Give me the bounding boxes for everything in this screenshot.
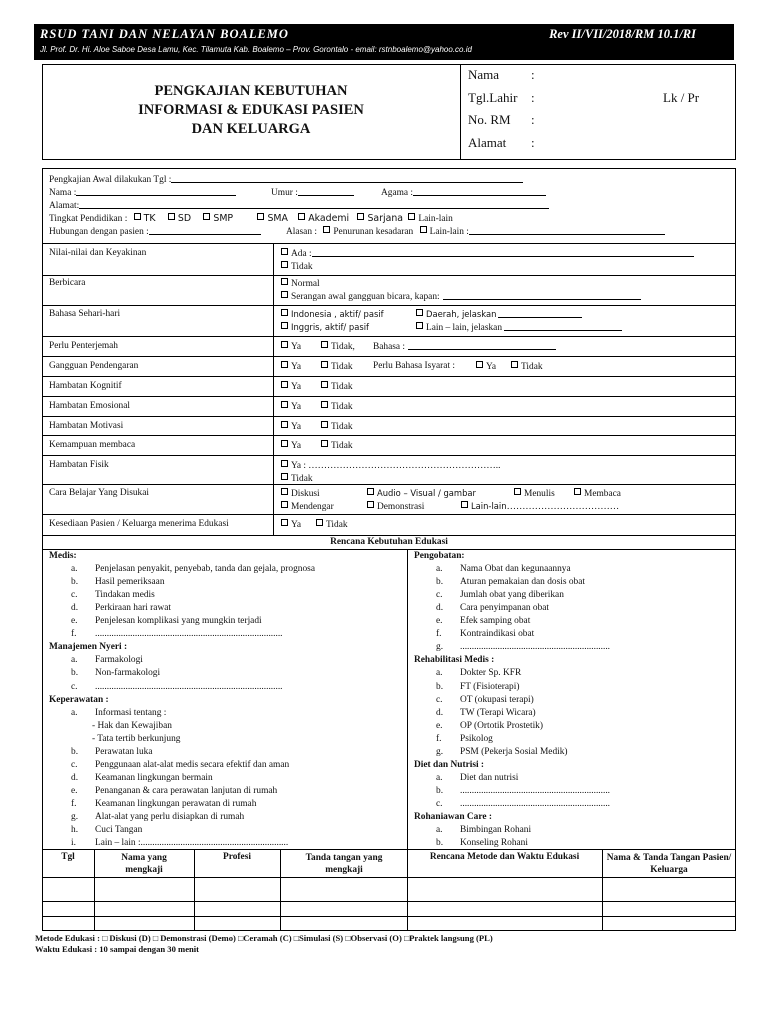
left-item-key: a.	[71, 707, 78, 718]
left-item-key: f.	[71, 798, 77, 809]
right-list-item[interactable]: Cara penyimpanan obat	[460, 603, 550, 614]
th-tanda-tangan: Tanda tangan yang mengkaji	[305, 853, 383, 875]
left-list-item[interactable]: Farmakologi	[95, 655, 143, 666]
left-list-item[interactable]: Penjelasan penyakit, penyebab, tanda dan gejala, prognosa	[95, 564, 315, 575]
kognitif-tidak[interactable]: Tidak	[321, 381, 353, 392]
emosional-tidak[interactable]: Tidak	[321, 401, 353, 412]
kesediaan-tidak[interactable]: Tidak	[316, 519, 348, 530]
hospital-header	[34, 24, 734, 60]
left-list-item[interactable]: ................................................................................	[95, 681, 283, 692]
footer-metode: Metode Edukasi : □ Diskusi (D) □ Demonstrasi (Demo) □Ceramah (C) □Simulasi (S) □Observasi (O) □Praktek langsung (PL)	[35, 933, 493, 943]
th-pasien: Nama & Tanda Tangan Pasien/ Keluarga	[606, 853, 732, 875]
id-alamat: Alamat	[468, 135, 507, 150]
right-list-item[interactable]: Kontraindikasi obat	[460, 629, 535, 640]
left-list-item[interactable]: Cuci Tangan	[95, 825, 143, 836]
right-list-item[interactable]: Psikolog	[460, 733, 493, 744]
berbicara-normal[interactable]: Normal	[281, 278, 320, 289]
label-berbicara: Berbicara	[49, 278, 86, 288]
left-list-item[interactable]: Keamanan lingkungan perawatan di rumah	[95, 798, 257, 809]
right-item-key: f.	[436, 629, 442, 640]
membaca-tidak[interactable]: Tidak	[321, 440, 353, 451]
right-list-item[interactable]: Dokter Sp. KFR	[460, 668, 522, 679]
label-nilai: Nilai-nilai dan Keyakinan	[49, 248, 147, 258]
left-item-key: e.	[71, 785, 78, 796]
opt-penurunan[interactable]: Penurunan kesadaran	[323, 227, 413, 237]
id-tgl-lahir: Tgl.Lahir	[468, 90, 518, 105]
belajar-lain[interactable]: Lain-lain………………………………	[461, 501, 619, 512]
right-item-key: f.	[436, 733, 442, 744]
left-item-key: b.	[71, 668, 79, 679]
left-list-item[interactable]: Lain – lain :...............................................................	[95, 838, 289, 849]
umur-field[interactable]: Umur :	[271, 187, 354, 198]
left-item-key: h.	[71, 825, 79, 836]
left-list-item[interactable]: Hasil pemeriksaan	[95, 577, 165, 588]
right-item-key: c.	[436, 590, 443, 601]
isyarat-ya[interactable]: Ya	[476, 361, 496, 372]
pendengaran-tidak[interactable]: Tidak	[321, 361, 353, 372]
form-title: PENGKAJIAN KEBUTUHAN INFORMASI & EDUKASI PASIEN DAN KELUARGA	[138, 83, 364, 137]
right-list-item[interactable]: OP (Ortotik Prostetik)	[460, 720, 543, 731]
right-section-heading: Rohaniawan Care :	[414, 812, 492, 822]
emosional-ya[interactable]: Ya	[281, 401, 301, 412]
left-item-key: c.	[71, 759, 78, 770]
belajar-membaca[interactable]: Membaca	[574, 488, 621, 499]
alamat-field[interactable]: Alamat:	[49, 200, 549, 211]
left-list-item[interactable]: Penanganan & cara perawatan lanjutan di rumah	[95, 785, 278, 796]
th-profesi: Profesi	[223, 852, 251, 862]
revision-code: Rev II/VII/2018/RM 10.1/RI	[549, 27, 696, 41]
left-section-heading: Medis:	[49, 551, 77, 561]
label-pendengaran: Gangguan Pendengaran	[49, 361, 139, 371]
nilai-tidak[interactable]: Tidak	[281, 261, 313, 272]
right-section-heading: Rehabilitasi Medis :	[414, 655, 495, 666]
th-nama: Nama yang mengkaji	[121, 853, 167, 875]
right-item-key: c.	[436, 798, 443, 809]
berbicara-serangan[interactable]: Serangan awal gangguan bicara, kapan:	[281, 291, 641, 302]
left-item-key: e.	[71, 616, 78, 627]
right-item-key: b.	[436, 785, 444, 796]
right-item-key: a.	[436, 825, 443, 836]
left-item-key: b.	[71, 746, 79, 757]
penterjemah-ya[interactable]: Ya	[281, 341, 301, 352]
label-kesediaan: Kesediaan Pasien / Keluarga menerima Edukasi	[49, 519, 229, 529]
kesediaan-ya[interactable]: Ya	[281, 519, 301, 530]
label-emosional: Hambatan Emosional	[49, 401, 130, 411]
right-item-key: e.	[436, 616, 443, 627]
left-item-key: c.	[71, 590, 78, 601]
bahasa-indonesia[interactable]: Indonesia , aktif/ pasif	[281, 309, 384, 319]
right-item-key: d.	[436, 707, 444, 718]
label-bahasa: Bahasa Sehari-hari	[49, 309, 121, 319]
bahasa-inggris[interactable]: Inggris, aktif/ pasif	[281, 322, 369, 332]
left-list-item[interactable]: - Tata tertib berkunjung	[92, 733, 181, 744]
bahasa-daerah[interactable]: Daerah, jelaskan	[416, 309, 582, 319]
opt-sarjana[interactable]: Sarjana	[357, 214, 403, 224]
id-sex: Lk / Pr	[663, 90, 700, 105]
right-list-item[interactable]: ................................................................	[460, 785, 610, 796]
isyarat-tidak[interactable]: Tidak	[511, 361, 543, 372]
left-item-key: c.	[71, 681, 78, 692]
left-list-item[interactable]: ................................................................................	[95, 629, 283, 640]
nilai-ada[interactable]: Ada :	[281, 248, 694, 259]
right-list-item[interactable]: Bimbingan Rohani	[460, 825, 532, 836]
hospital-name: RSUD TANI DAN NELAYAN BOALEMO	[40, 27, 289, 41]
right-item-key: e.	[436, 720, 443, 731]
left-item-key: f.	[71, 629, 77, 640]
right-list-item[interactable]: ................................................................	[460, 642, 610, 653]
right-list-item[interactable]: Efek samping obat	[460, 616, 531, 627]
right-list-item[interactable]: OT (okupasi terapi)	[460, 694, 534, 705]
left-list-item[interactable]: Keamanan lingkungan bermain	[95, 772, 213, 783]
left-item-key: a.	[71, 655, 78, 666]
opt-smp[interactable]: SMP	[203, 214, 233, 224]
label-motivasi: Hambatan Motivasi	[49, 421, 124, 431]
opt-lain[interactable]: Lain-lain	[408, 214, 452, 224]
belajar-menulis[interactable]: Menulis	[514, 488, 555, 499]
opt-sma[interactable]: SMA	[257, 214, 287, 224]
belajar-mendengar[interactable]: Mendengar	[281, 501, 334, 512]
id-no-rm: No. RM	[468, 112, 511, 127]
left-item-key: i.	[71, 838, 76, 849]
penterjemah-tidak[interactable]: Tidak,	[321, 341, 355, 352]
left-list-item[interactable]: - Hak dan Kewajiban	[92, 720, 172, 731]
left-item-key: d.	[71, 772, 79, 783]
left-item-key: d.	[71, 603, 79, 614]
label-kognitif: Hambatan Kognitif	[49, 381, 122, 391]
alasan-field: Alasan : Penurunan kesadaran Lain-lain :	[286, 226, 665, 237]
belajar-audio-visual[interactable]: Audio – Visual / gambar	[367, 488, 476, 498]
left-list-item[interactable]: Informasi tentang :	[95, 707, 167, 718]
right-item-key: d.	[436, 603, 444, 614]
pendengaran-ya[interactable]: Ya	[281, 361, 301, 372]
left-list-item[interactable]: Alat-alat yang perlu disiapkan di rumah	[95, 812, 245, 822]
th-rencana: Rencana Metode dan Waktu Edukasi	[429, 852, 580, 862]
penterjemah-bahasa[interactable]: Bahasa :	[373, 341, 556, 352]
right-list-item[interactable]: Konseling Rohani	[460, 838, 528, 849]
footer-waktu: Waktu Edukasi : 10 sampai dengan 30 menit	[35, 944, 200, 954]
rencana-title: Rencana Kebutuhan Edukasi	[330, 537, 448, 547]
right-list-item[interactable]: Jumlah obat yang diberikan	[460, 590, 564, 601]
right-list-item[interactable]: Diet dan nutrisi	[460, 772, 519, 783]
right-list-item[interactable]: ................................................................	[460, 798, 610, 809]
left-list-item[interactable]: Perkiraan hari rawat	[95, 603, 172, 614]
th-tgl: Tgl	[61, 852, 75, 862]
right-list-item[interactable]: FT (Fisioterapi)	[460, 681, 520, 692]
belajar-demonstrasi[interactable]: Demonstrasi	[367, 501, 424, 512]
right-item-key: a.	[436, 772, 443, 783]
bahasa-lain[interactable]: Lain – lain, jelaskan	[416, 322, 622, 333]
left-list-item[interactable]: Perawatan luka	[95, 746, 153, 757]
fisik-ya[interactable]: Ya : ……………………………………………………..	[281, 460, 500, 471]
right-item-key: a.	[436, 564, 443, 575]
label-penterjemah: Perlu Penterjemah	[49, 341, 118, 351]
tgl-awal-field[interactable]: Pengkajian Awal dilakukan Tgl :	[49, 174, 523, 185]
right-item-key: g.	[436, 642, 444, 653]
label-membaca: Kemampuan membaca	[49, 440, 136, 450]
right-list-item[interactable]: TW (Terapi Wicara)	[460, 707, 536, 718]
agama-field[interactable]: Agama :	[381, 187, 546, 198]
right-list-item[interactable]: PSM (Pekerja Sosial Medik)	[460, 746, 568, 757]
fisik-tidak[interactable]: Tidak	[281, 473, 313, 484]
left-item-key: a.	[71, 564, 78, 575]
left-list-item[interactable]: Tindakan medis	[95, 590, 155, 601]
opt-tk[interactable]: TK	[134, 214, 156, 224]
pendidikan-row: Tingkat Pendidikan : TK SD SMP SMA Akademi Sarjana Lain-lain	[49, 213, 453, 224]
right-section-heading: Pengobatan:	[414, 551, 465, 561]
left-section-heading: Keperawatan :	[49, 694, 109, 705]
belajar-diskusi[interactable]: Diskusi	[281, 488, 320, 499]
left-item-key: b.	[71, 577, 79, 588]
hubungan-field[interactable]: Hubungan dengan pasien :	[49, 226, 261, 237]
right-list-item[interactable]: Aturan pemakaian dan dosis obat	[460, 577, 585, 588]
right-item-key: a.	[436, 668, 443, 679]
right-list-item[interactable]: Nama Obat dan kegunaannya	[460, 564, 571, 575]
left-list-item[interactable]: Penjelesan komplikasi yang mungkin terjadi	[95, 616, 262, 627]
left-list-item[interactable]: Non-farmakologi	[95, 668, 161, 679]
label-fisik: Hambatan Fisik	[49, 460, 109, 470]
opt-akademi[interactable]: Akademi	[298, 214, 349, 224]
label-cara-belajar: Cara Belajar Yang Disukai	[49, 488, 149, 498]
isyarat-label: Perlu Bahasa Isyarat :	[373, 361, 456, 371]
kognitif-ya[interactable]: Ya	[281, 381, 301, 392]
opt-sd[interactable]: SD	[168, 214, 191, 224]
opt-alasan-lain[interactable]: Lain-lain :	[420, 227, 665, 237]
motivasi-tidak[interactable]: Tidak	[321, 421, 353, 432]
left-item-key: g.	[71, 812, 79, 822]
right-item-key: b.	[436, 681, 444, 692]
right-item-key: c.	[436, 694, 443, 705]
motivasi-ya[interactable]: Ya	[281, 421, 301, 432]
right-item-key: b.	[436, 838, 444, 849]
nama-field[interactable]: Nama :	[49, 187, 236, 198]
left-list-item[interactable]: Penggunaan alat-alat medis secara efektif dan aman	[95, 759, 290, 770]
id-nama: Nama	[468, 67, 500, 82]
right-item-key: b.	[436, 577, 444, 588]
hospital-address: Jl. Prof. Dr. Hi. Aloe Saboe Desa Lamu, Kec. Tilamuta Kab. Boalemo – Prov. Gorontalo - email: rstnboalemo@yahoo.co.id	[40, 45, 472, 54]
left-section-heading: Manajemen Nyeri :	[49, 642, 128, 653]
membaca-ya[interactable]: Ya	[281, 440, 301, 451]
right-section-heading: Diet dan Nutrisi :	[414, 759, 485, 770]
right-item-key: g.	[436, 746, 444, 757]
